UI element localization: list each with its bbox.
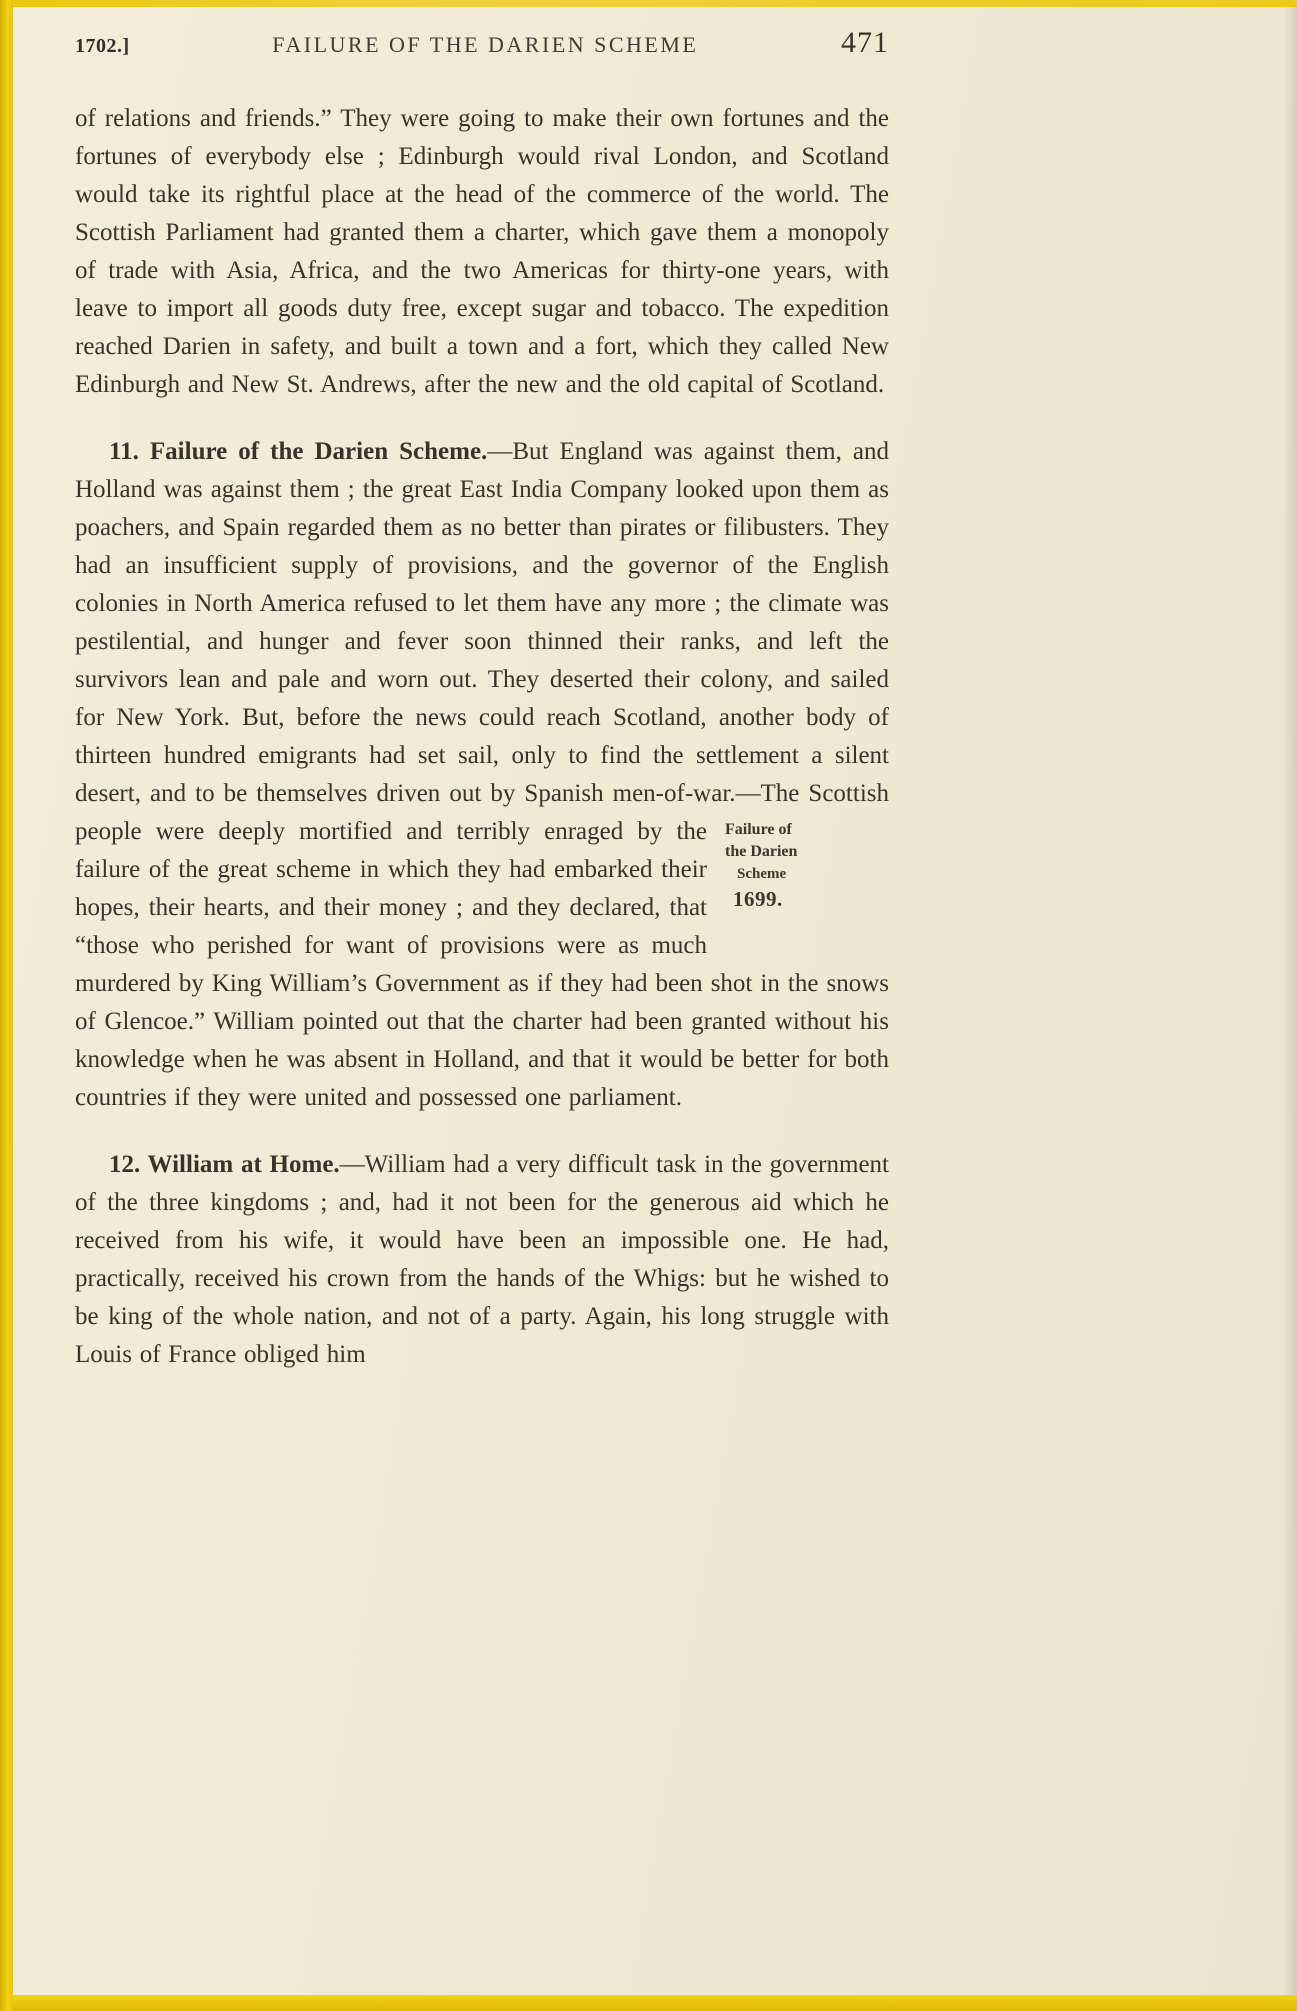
section-11-paragraph [75, 433, 889, 1117]
page-edge-bottom [0, 1995, 1297, 2011]
paragraph-continuation: of relations and friends.” They were going to make their own fortunes and the fortunes of everybody else ; Edinburgh would rival London, and Scotland would take its rightful place at the head of the commerce of the world. The Scottish Parliament had granted them a charter, which gave them a monopoly of trade with Asia, Africa, and the two Americas for thirty-one years, with leave to import all goods duty free, except sugar and tobacco. The expedition reached Darien in safety, and built a town and a fort, which they called New Edinburgh and New St. Andrews, after the new and the old capital of Scotland. [75, 105, 889, 398]
page-edge-top [0, 0, 1297, 7]
running-title: FAILURE OF THE DARIEN SCHEME [272, 32, 699, 57]
running-header [75, 26, 889, 60]
section-11-heading: 11. Failure of the Darien Scheme. [109, 438, 488, 465]
page-edge-right-shadow [1283, 0, 1297, 2011]
section-11-body-2: mortified and terribly enraged by the failure of the great scheme in which they had embarked their hopes, their hearts, and their money ; and they declared, that “those who perished for want of provisions were as much murdered by King William’s Government as if they had been shot in the snows of Glencoe.” William pointed out that the charter had been granted without his knowledge when he was absent in Holland, and that it would be better for both countries if they were united and possessed one parliament. [75, 818, 889, 1111]
sidenote-line: Failure of [725, 821, 792, 838]
sidenote-darien [707, 813, 889, 965]
sidenote-line: the Darien [725, 843, 798, 860]
page-content [75, 26, 889, 1374]
section-12-heading: 12. William at Home. [109, 1151, 340, 1178]
sidenote-line: Scheme [737, 866, 787, 882]
section-11-body-1: —But England was against them, and Holland was against them ; the great East India Company looked upon them as poachers, and Spain regarded them as no better than pirates or filibusters. They had an insufficient supply of provisions, and the governor of the English colonies in North America refused to let them have any more ; the climate was pestilential, and hunger and fever soon thinned their ranks, and left the survivors lean and pale and worn out. They deserted their colony, and sailed for New York. But, before the news could reach Scotland, another body of thirteen hundred emigrants had set sail, only to find the settlement a silent desert, and to be themselves driven out by Spanish men-of-war.—The Scottish people were deeply [75, 438, 889, 845]
sidenote-year: 1699. [733, 887, 783, 911]
header-year: 1702.] [75, 35, 130, 57]
section-12-paragraph [75, 1146, 889, 1374]
section-12-body: —William had a very difficult task in the government of the three kingdoms ; and, had it not been for the generous aid which he received from his wife, it would have been an impossible one. He had, practically, received his crown from the hands of the Whigs: but he wished to be king of the whole nation, and not of a party. Again, his long struggle with Louis of France obliged him [75, 1151, 889, 1368]
page-edge-left [0, 0, 13, 2011]
page-number: 471 [841, 26, 889, 59]
